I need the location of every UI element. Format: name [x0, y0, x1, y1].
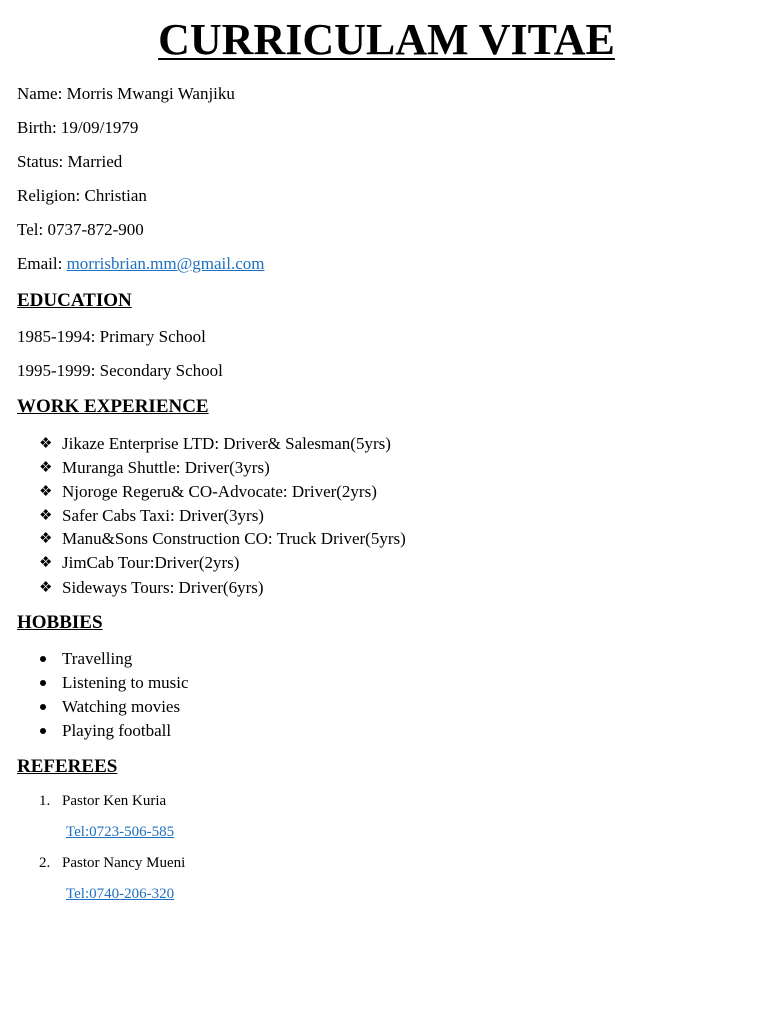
religion-line — [17, 185, 147, 207]
birth-value: 19/09/1979 — [60, 118, 139, 137]
name-value: Morris Mwangi Wanjiku — [66, 84, 235, 103]
birth-label: Birth: — [17, 118, 57, 137]
diamond-bullet-icon: ❖ — [39, 580, 53, 596]
hobby-item-text: Listening to music — [62, 673, 189, 692]
religion-label: Religion: — [17, 186, 81, 205]
religion-value: Christian — [84, 186, 147, 205]
status-label: Status: — [17, 152, 64, 171]
tel-line — [17, 219, 144, 241]
hobby-item-text: Watching movies — [62, 697, 181, 716]
work-item-text: Jikaze Enterprise LTD: Driver& Salesman(5yrs) — [62, 434, 391, 453]
birth-line — [17, 117, 138, 139]
work-item-text: Manu&Sons Construction CO: Truck Driver(5yrs) — [62, 529, 406, 548]
diamond-bullet-icon: ❖ — [39, 555, 53, 571]
diamond-bullet-icon: ❖ — [39, 460, 53, 476]
referee-tel-link[interactable]: Tel:0740-206-320 — [66, 886, 175, 902]
name-line — [17, 83, 235, 105]
work-item-text: Sideways Tours: Driver(6yrs) — [62, 578, 264, 597]
bullet-dot-icon — [40, 728, 46, 734]
diamond-bullet-icon: ❖ — [39, 531, 53, 547]
work-item-text: Safer Cabs Taxi: Driver(3yrs) — [62, 506, 264, 525]
referee-name: Pastor Nancy Mueni — [62, 855, 186, 871]
bullet-dot-icon — [40, 656, 46, 662]
bullet-dot-icon — [40, 704, 46, 710]
referee-name: Pastor Ken Kuria — [62, 793, 167, 809]
work-item-text: Njoroge Regeru& CO-Advocate: Driver(2yrs) — [62, 482, 377, 501]
hobbies-heading: HOBBIES — [17, 612, 103, 633]
tel-label: Tel: — [17, 220, 44, 239]
referees-heading: REFEREES — [17, 756, 118, 777]
status-value: Married — [67, 152, 123, 171]
referee-number: 1. — [39, 793, 51, 809]
email-line — [17, 253, 264, 275]
document-title: CURRICULAM VITAE — [158, 15, 615, 64]
referee-number: 2. — [39, 855, 51, 871]
status-line — [17, 151, 122, 173]
referee-tel-link[interactable]: Tel:0723-506-585 — [66, 824, 175, 840]
email-link[interactable]: morrisbrian.mm@gmail.com — [66, 254, 265, 273]
work-item-text: JimCab Tour:Driver(2yrs) — [62, 553, 240, 572]
work-item-text: Muranga Shuttle: Driver(3yrs) — [62, 458, 270, 477]
education-item: 1985-1994: Primary School — [17, 327, 206, 346]
diamond-bullet-icon: ❖ — [39, 436, 53, 452]
hobby-item-text: Travelling — [62, 649, 133, 668]
hobby-item-text: Playing football — [62, 721, 172, 740]
tel-value: 0737-872-900 — [47, 220, 144, 239]
diamond-bullet-icon: ❖ — [39, 508, 53, 524]
education-item: 1995-1999: Secondary School — [17, 361, 223, 380]
email-label: Email: — [17, 254, 63, 273]
bullet-dot-icon — [40, 680, 46, 686]
diamond-bullet-icon: ❖ — [39, 484, 53, 500]
name-label: Name: — [17, 84, 63, 103]
work-experience-heading: WORK EXPERIENCE — [17, 396, 209, 417]
education-heading: EDUCATION — [17, 290, 132, 311]
